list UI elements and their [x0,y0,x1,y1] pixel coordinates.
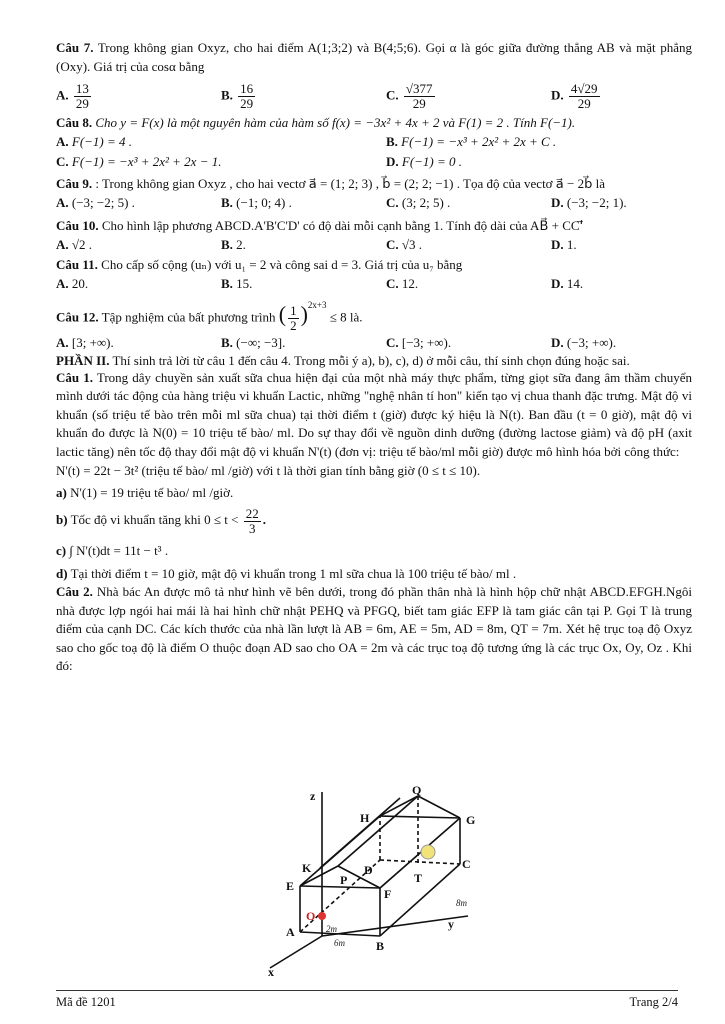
q11-option-c[interactable]: C. 12. [386,276,419,291]
q8-options-row1 [56,132,692,152]
q12-stem: Câu 12. Tập nghiệm của bất phương trình ( $\frac{1}{2}$ )$^{2x+3}$ ≤ 8 là. [56,300,363,333]
q7-stem [56,38,692,76]
label-p: P [340,873,348,887]
origin-marker [318,912,326,920]
q8-text: Cho y = F(x) là một nguyên hàm của hàm số f(x) = −3x² + 4x + 2 và F(1) = 2 . Tính F(−1). [95,115,576,130]
p2q1-item-d[interactable]: d) Tại thời điểm t = 10 giờ, mật độ vi khuẩn trong 1 ml sữa chua là 100 triệu tế bào/ ml . [56,566,517,582]
q10-options [56,235,692,255]
q10-option-c[interactable]: C. √3 . [386,237,423,252]
label-b: B [376,939,385,953]
q10-option-d[interactable]: D. 1. [551,237,577,252]
lamp-icon [421,845,435,859]
q9-option-a[interactable]: A. (−3; −2; 5) . [56,195,135,210]
q11-option-b[interactable]: B. 15. [221,276,253,291]
q8-option-a[interactable]: A. F(−1) = 4 . [56,134,133,149]
label-d: D [364,863,373,877]
q8-option-b[interactable]: B. F(−1) = −x³ + 2x² + 2x + C . [386,134,557,149]
label-a: A [286,925,295,939]
label-x: x [268,965,274,978]
q11-options [56,274,692,294]
q11-label: Câu 11. [56,257,98,272]
q9-option-b[interactable]: B. (−1; 0; 4) . [221,195,292,210]
q7-text: Trong không gian Oxyz, cho hai điểm A(1;3;2) và B(4;5;6). Gọi α là góc giữa đường thẳng AB và mặt phẳng (Oxy). Giá trị của cosα bằng [56,40,693,74]
q10-text: Cho hình lập phương ABCD.A'B'C'D' có độ dài mỗi cạnh bằng 1. Tính độ dài của AB⃗ + CC'⃗ [101,218,584,233]
dim-ab: 6m [334,938,345,948]
exam-page [56,38,692,676]
label-h: H [360,811,370,825]
house-figure [210,786,505,978]
label-f: F [384,887,392,901]
q9-option-d[interactable]: D. (−3; −2; 1). [551,195,627,210]
q11-text: Cho cấp số cộng (uₙ) với u₁ = 2 và công sai d = 3. Giá trị của u₇ bằng [101,257,463,272]
q8-option-d[interactable]: D. F(−1) = 0 . [386,154,463,169]
y-axis [322,916,468,936]
q9-text: : Trong không gian Oxyz , cho hai vectơ a⃗ = (1; 2; 3) , b⃗ = (2; 2; −1) . Tọa độ của vectơ a⃗ − 2b⃗ là [95,176,605,191]
page-number: Trang 2/4 [629,995,678,1009]
q10-option-b[interactable]: B. 2. [221,237,246,252]
q7-options [56,82,692,111]
q7-label: Câu 7. [56,40,94,55]
label-c: C [462,857,471,871]
q7-option-b[interactable]: B. $\frac{16}{29}$ [221,81,254,111]
q12-options [56,333,692,353]
label-g: G [466,813,476,827]
part2-heading [56,353,692,369]
q10-stem [56,216,692,235]
q9-stem [56,174,692,193]
q11-option-a[interactable]: A. 20. [56,276,89,291]
q11-stem [56,255,692,274]
q8-option-c[interactable]: C. F(−1) = −x³ + 2x² + 2x − 1. [56,154,222,169]
q12-option-b[interactable]: B. (−∞; −3]. [221,334,286,350]
q12-exponent: 2x+3 [307,300,327,310]
q12-option-c[interactable]: C. [−3; +∞). [386,334,452,350]
p2q1-item-c[interactable]: c) ∫ N'(t)dt = 11t − t³ . [56,543,169,559]
q9-options [56,193,692,213]
part2-text: Thí sinh trả lời từ câu 1 đến câu 4. Trong mỗi ý a), b), c), d) ở mỗi câu, thí sinh chọn đúng hoặc sai. [112,352,630,368]
p2q1-label: Câu 1. [56,369,93,385]
x-axis [270,936,322,968]
label-k: K [302,861,312,875]
q11-option-d[interactable]: D. 14. [551,276,584,291]
q12-text-after: ≤ 8 là. [329,309,363,325]
q12-text: Tập nghiệm của bất phương trình [101,309,276,325]
label-t: T [414,871,423,885]
q7-option-d[interactable]: D. $\frac{4√29}{29}$ [551,81,598,111]
dim-ad: 8m [456,898,467,908]
p2q1-item-a[interactable]: a) N'(1) = 19 triệu tế bào/ ml /giờ. [56,485,234,501]
q7-option-c[interactable]: C. $\frac{√377}{29}$ [386,81,433,111]
dim-oa: 2m [326,924,337,934]
p2q1-text: Trong dây chuyền sản xuất sữa chua hiện đại của một nhà máy thực phẩm, từng giọt sữa đang âm thầm chuyển mình dưới tác động của hàng triệu vi khuẩn Lactic, những "nghệ nhân tí hon" kiến tạo vị chua thanh đặc trưng. Mật độ vi khuẩn (số triệu tế bào trên mỗi ml sữa chua) tại thời điểm t (giờ) được ký hiệu là N(t). Ban đầu (t = 0 giờ), mật độ vi khuẩn đo được là N(0) = 10 triệu tế bào/ ml. Do sự thay đổi về nguồn dinh dưỡng (đường lactose giảm) và độ pH (axit lactic tăng) nên tốc độ thay đổi mật độ vi khuẩn N'(t) (đơn vị: triệu tế bào/ml mỗi giờ) được mô hình hóa bởi công thức: [56,369,693,459]
label-q: Q [412,786,422,797]
q9-label: Câu 9. [56,176,93,191]
q8-options-row2 [56,152,692,172]
q12-option-d[interactable]: D. (−3; +∞). [551,334,617,350]
label-z: z [310,789,316,803]
p2q1-item-b[interactable]: b) Tốc độ vi khuẩn tăng khi 0 ≤ t < $\frac{22}{3}$ . [56,505,266,536]
q10-label: Câu 10. [56,218,99,233]
exam-code: Mã đề 1201 [56,995,116,1009]
part2-title: PHẦN II. [56,352,110,368]
q12-option-a[interactable]: A. [3; +∞). [56,334,114,350]
page-footer [56,990,678,1010]
p2q1-formula: N'(t) = 22t − 3t² (triệu tế bào/ ml /giờ) với t là thời gian tính bằng giờ (0 ≤ t ≤ 10). [56,463,481,479]
label-y: y [448,917,454,931]
p2q2-text: Nhà bác An được mô tả như hình vẽ bên dưới, trong đó phần thân nhà là hình hộp chữ nhật ABCD.EFGH.Ngôi nhà được lợp ngói hai mái là hai hình chữ nhật PEHQ và PFGQ, biết tam giác EFP là tam giác cân tại P. Gọi T là trung điểm của cạnh DC. Các kích thước của nhà lần lượt là AB = 6m, AE = 5m, AD = 8m, QT = 7m. Xét hệ trục toạ độ Oxyz sao cho gốc toạ độ là điểm O thuộc đoạn AD sao cho OA = 2m và các trục toạ độ tương ứng là các trục Ox, Oy, Oz . Khi đó: [56,584,693,674]
p2q2-label: Câu 2. [56,584,93,600]
p2q2-stem [56,583,692,676]
p2q1-stem [56,369,692,462]
q9-option-c[interactable]: C. (3; 2; 5) . [386,195,451,210]
label-o: O [306,909,316,923]
q12-label: Câu 12. [56,309,99,325]
q8-stem [56,113,692,132]
q10-option-a[interactable]: A. √2 . [56,237,93,252]
q8-label: Câu 8. [56,115,93,130]
q7-option-a[interactable]: A. $\frac{13}{29}$ [56,81,89,111]
label-e: E [286,879,295,893]
